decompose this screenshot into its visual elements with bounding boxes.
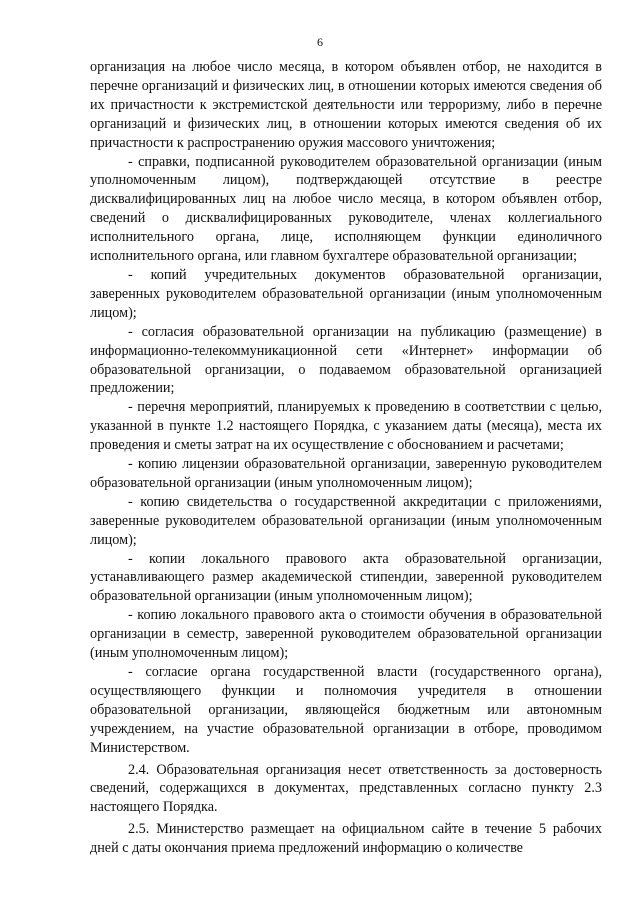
clause-2-5: 2.5. Министерство размещает на официальном сайте в течение 5 рабочих дней с даты окончания приема предложений информацию о количестве xyxy=(90,821,602,857)
list-item-scholarship-act: - копии локального правового акта образовательной организации, устанавливающего размер академической стипендии, заверенной руководителем образовательной организации (иным уполномоченным лицом); xyxy=(90,550,602,605)
list-item-founder-consent: - согласие органа государственной власти (государственного органа), осуществляющего функции и полномочия учредителя в отношении образовательной организации, являющейся бюджетным или автономным учреждением, на участие образовательной организации в отборе, проводимом Министерством. xyxy=(90,664,602,756)
paragraph-continued: организация на любое число месяца, в котором объявлен отбор, не находится в перечне организаций и физических лиц, в отношении которых имеются сведения об их причастности к экстремистской деятельности или терроризму, либо в перечне организаций и физических лиц, в отношении которых имеются сведения об их причастности к распространению оружия массового уничтожения; xyxy=(90,59,602,151)
list-item-founding-documents: - копий учредительных документов образовательной организации, заверенных руководителем образовательной организации (иным уполномоченным лицом); xyxy=(90,266,602,321)
list-item-disqualification-certificate: - справки, подписанной руководителем образовательной организации (иным уполномоченным лицом), подтверждающей отсутствие в реестре дисквалифицированных лиц на любое число месяца, в котором объявлен отбор, сведений о дисквалифицированных руководителе, членах коллегиального исполнительного органа, лице, исполняющем функции единоличного исполнительного органа, или главном бухгалтере образовательной организации; xyxy=(90,153,602,265)
document-body xyxy=(90,58,602,858)
list-item-publication-consent: - согласия образовательной организации на публикацию (размещение) в информационно-телекоммуникационной сети «Интернет» информации об образовательной организации, о подаваемом образовательной организацией предложении; xyxy=(90,323,602,397)
list-item-accreditation-copy: - копию свидетельства о государственной аккредитации с приложениями, заверенные руководителем образовательной организации (иным уполномоченным лицом); xyxy=(90,493,602,548)
list-item-events-list: - перечня мероприятий, планируемых к проведению в соответствии с целью, указанной в пункте 1.2 настоящего Порядка, с указанием даты (месяца), места их проведения и сметы затрат на их осуществление с обоснованием и расчетами; xyxy=(90,399,602,454)
page-number: 6 xyxy=(317,35,323,49)
clause-2-4: 2.4. Образовательная организация несет ответственность за достоверность сведений, содержащихся в документах, представленных согласно пункту 2.3 настоящего Порядка. xyxy=(90,761,602,816)
list-item-tuition-act: - копию локального правового акта о стоимости обучения в образовательной организации в семестр, заверенной руководителем образовательной организации (иным уполномоченным лицом); xyxy=(90,607,602,662)
list-item-license-copy: - копию лицензии образовательной организации, заверенную руководителем образовательной организации (иным уполномоченным лицом); xyxy=(90,456,602,491)
